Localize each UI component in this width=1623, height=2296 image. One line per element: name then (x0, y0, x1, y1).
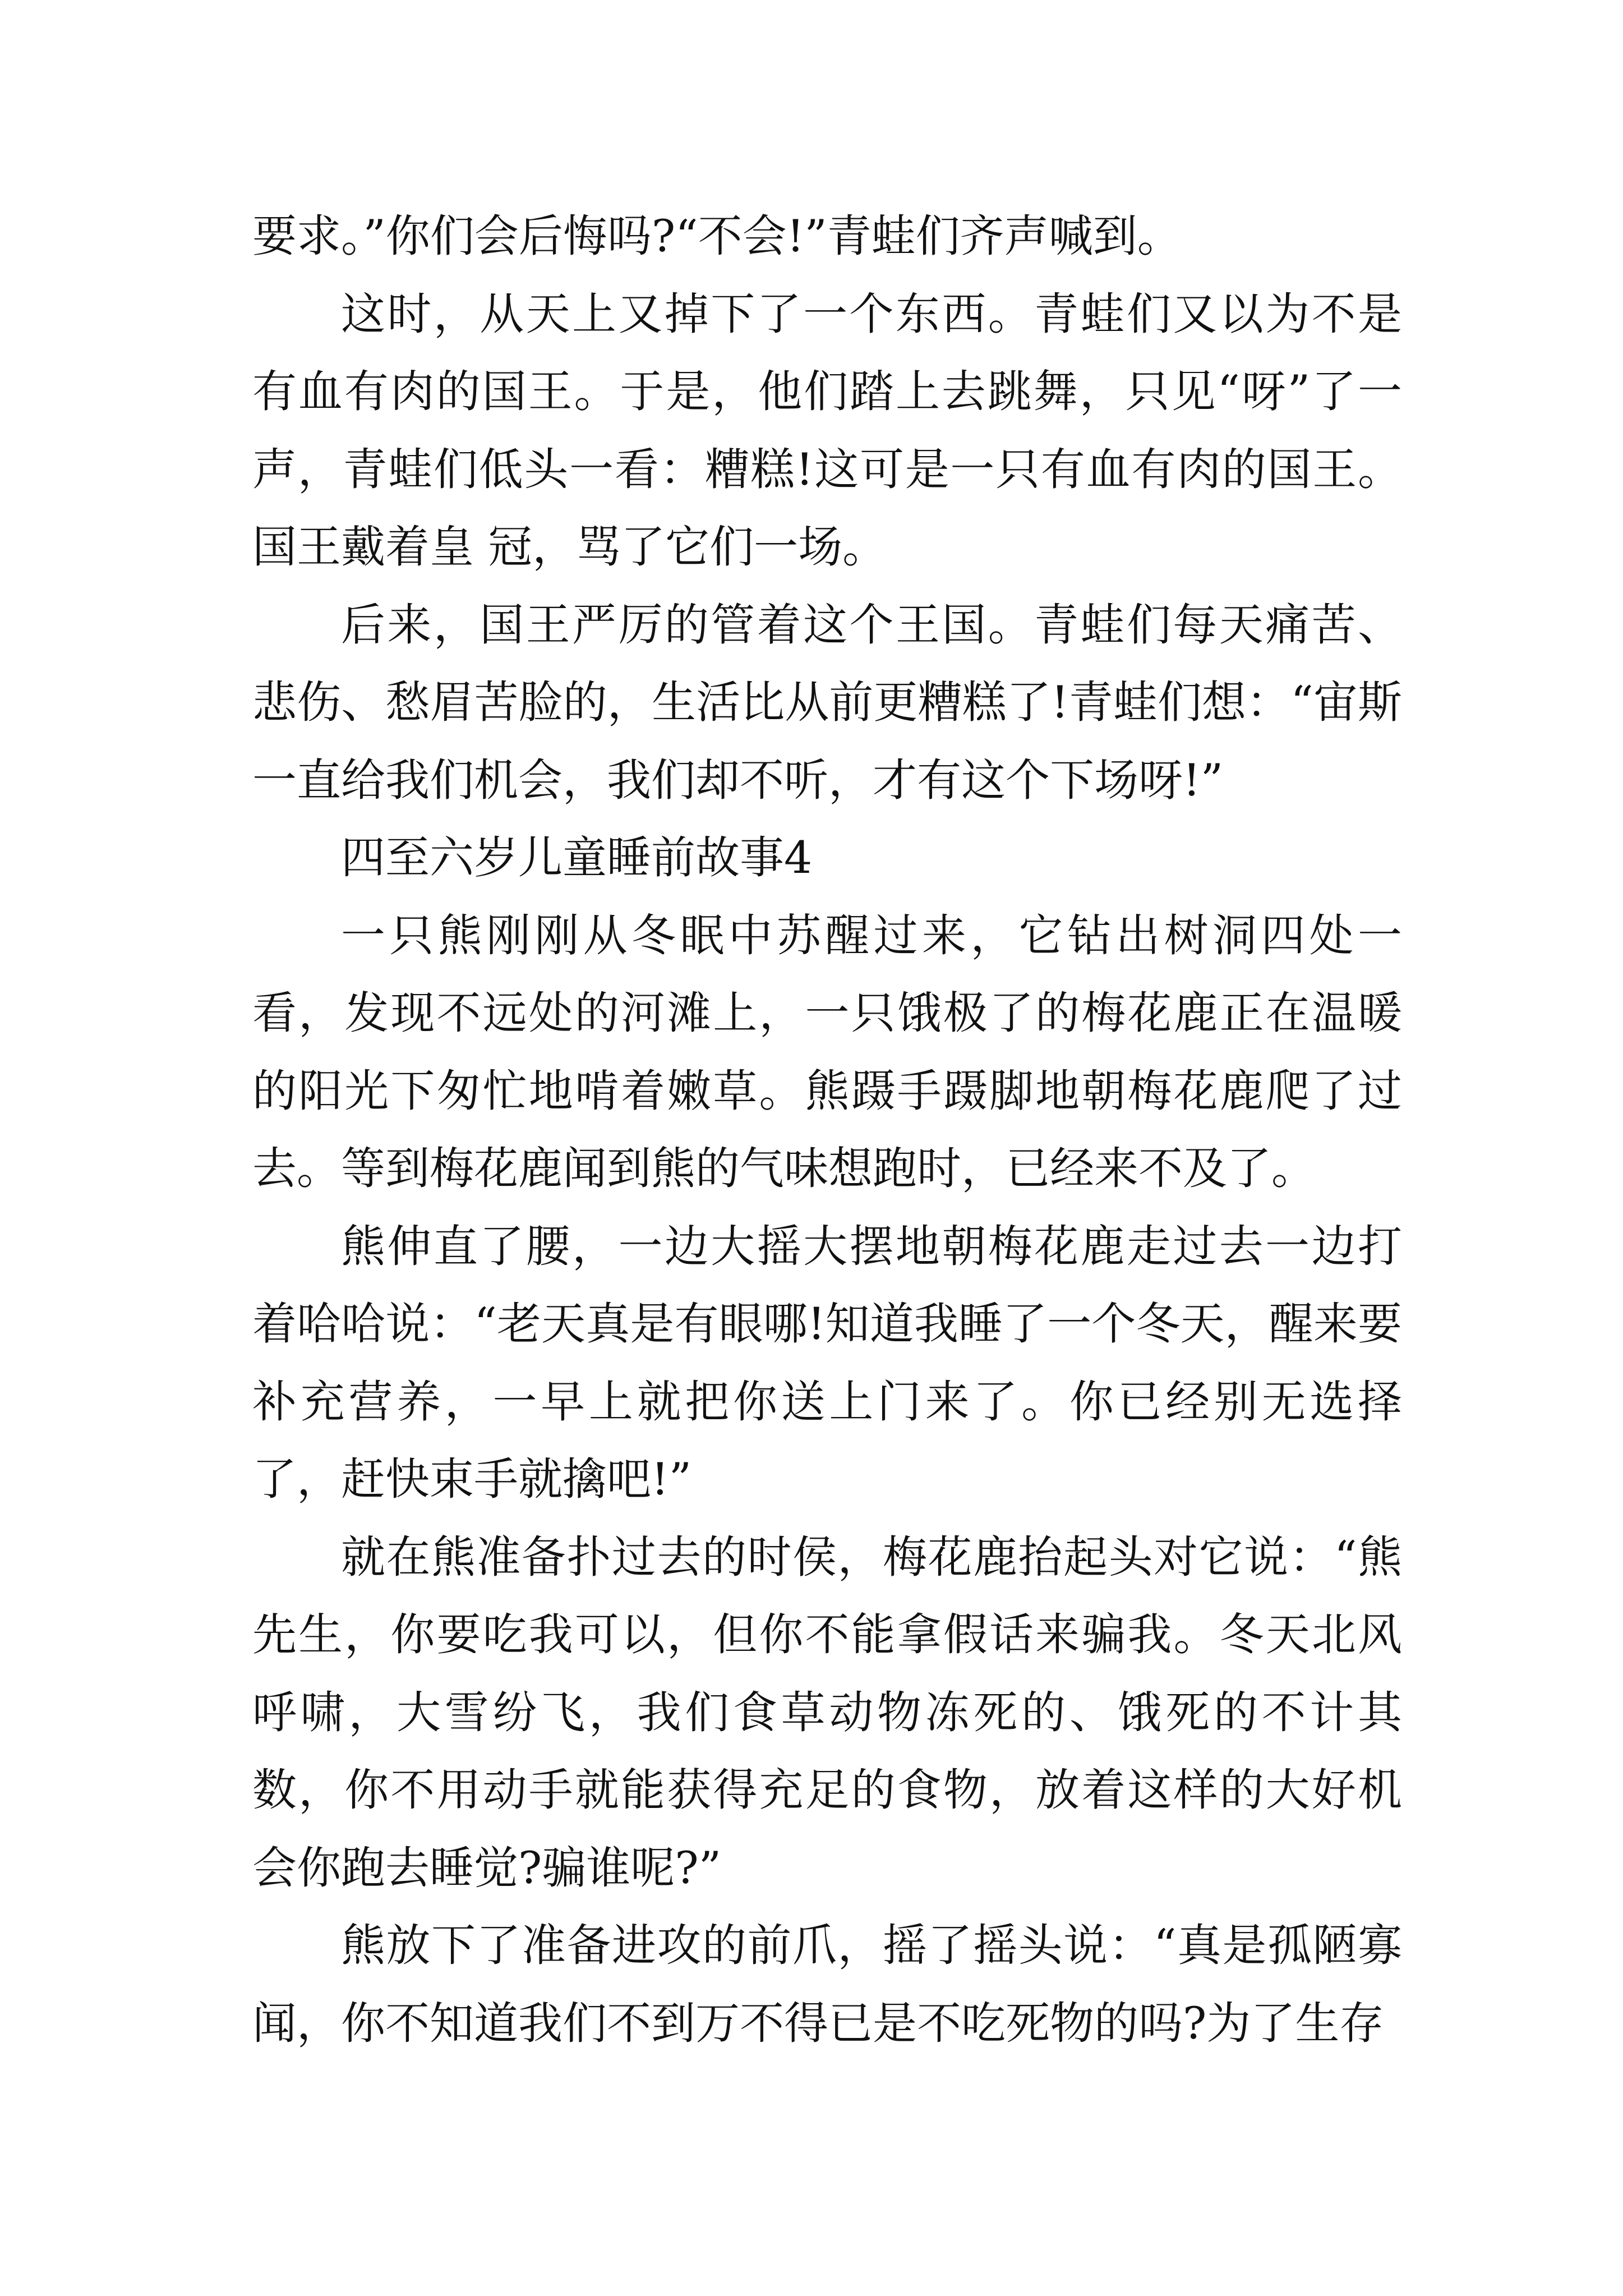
paragraph-king-falls: 这时，从天上又掉下了一个东西。青蛙们又以为不是有血有肉的国王。于是，他们踏上去跳舞，只见“呀”了一声，青蛙们低头一看：糟糕!这可是一只有血有肉的国王。国王戴着皇 冠，骂了它们一场。 (252, 288, 1402, 573)
paragraph-strict-king: 后来，国王严厉的管着这个王国。青蛙们每天痛苦、悲伤、愁眉苦脸的，生活比从前更糟糕了!青蛙们想：“宙斯一直给我们机会，我们却不听，才有这个下场呀!” (252, 599, 1402, 806)
paragraph-deer-replies: 就在熊准备扑过去的时侯，梅花鹿抬起头对它说：“熊先生，你要吃我可以，但你不能拿假话来骗我。冬天北风呼啸，大雪纷飞，我们食草动物冻死的、饿死的不计其数，你不用动手就能获得充足的食物，放着这样的大好机会你跑去睡觉?骗谁呢?” (252, 1531, 1402, 1894)
paragraph-bear-answers: 熊放下了准备进攻的前爪，摇了摇头说：“真是孤陋寡闻，你不知道我们不到万不得已是不吃死物的吗?为了生存 (252, 1920, 1402, 2049)
paragraph-bear-speaks: 熊伸直了腰，一边大摇大摆地朝梅花鹿走过去一边打着哈哈说：“老天真是有眼哪!知道我睡了一个冬天，醒来要补充营养，一早上就把你送上门来了。你已经别无选择了，赶快束手就擒吧!” (252, 1220, 1402, 1505)
document-body (252, 197, 1402, 2062)
paragraph-continuation: 要求。”你们会后悔吗?“不会!”青蛙们齐声喊到。 (252, 210, 1182, 262)
paragraph-bear-wakes: 一只熊刚刚从冬眠中苏醒过来，它钻出树洞四处一看，发现不远处的河滩上，一只饿极了的梅花鹿正在温暖的阳光下匆忙地啃着嫩草。熊蹑手蹑脚地朝梅花鹿爬了过去。等到梅花鹿闻到熊的气味想跑时，已经来不及了。 (252, 909, 1402, 1194)
story-heading: 四至六岁儿童睡前故事4 (341, 832, 813, 884)
